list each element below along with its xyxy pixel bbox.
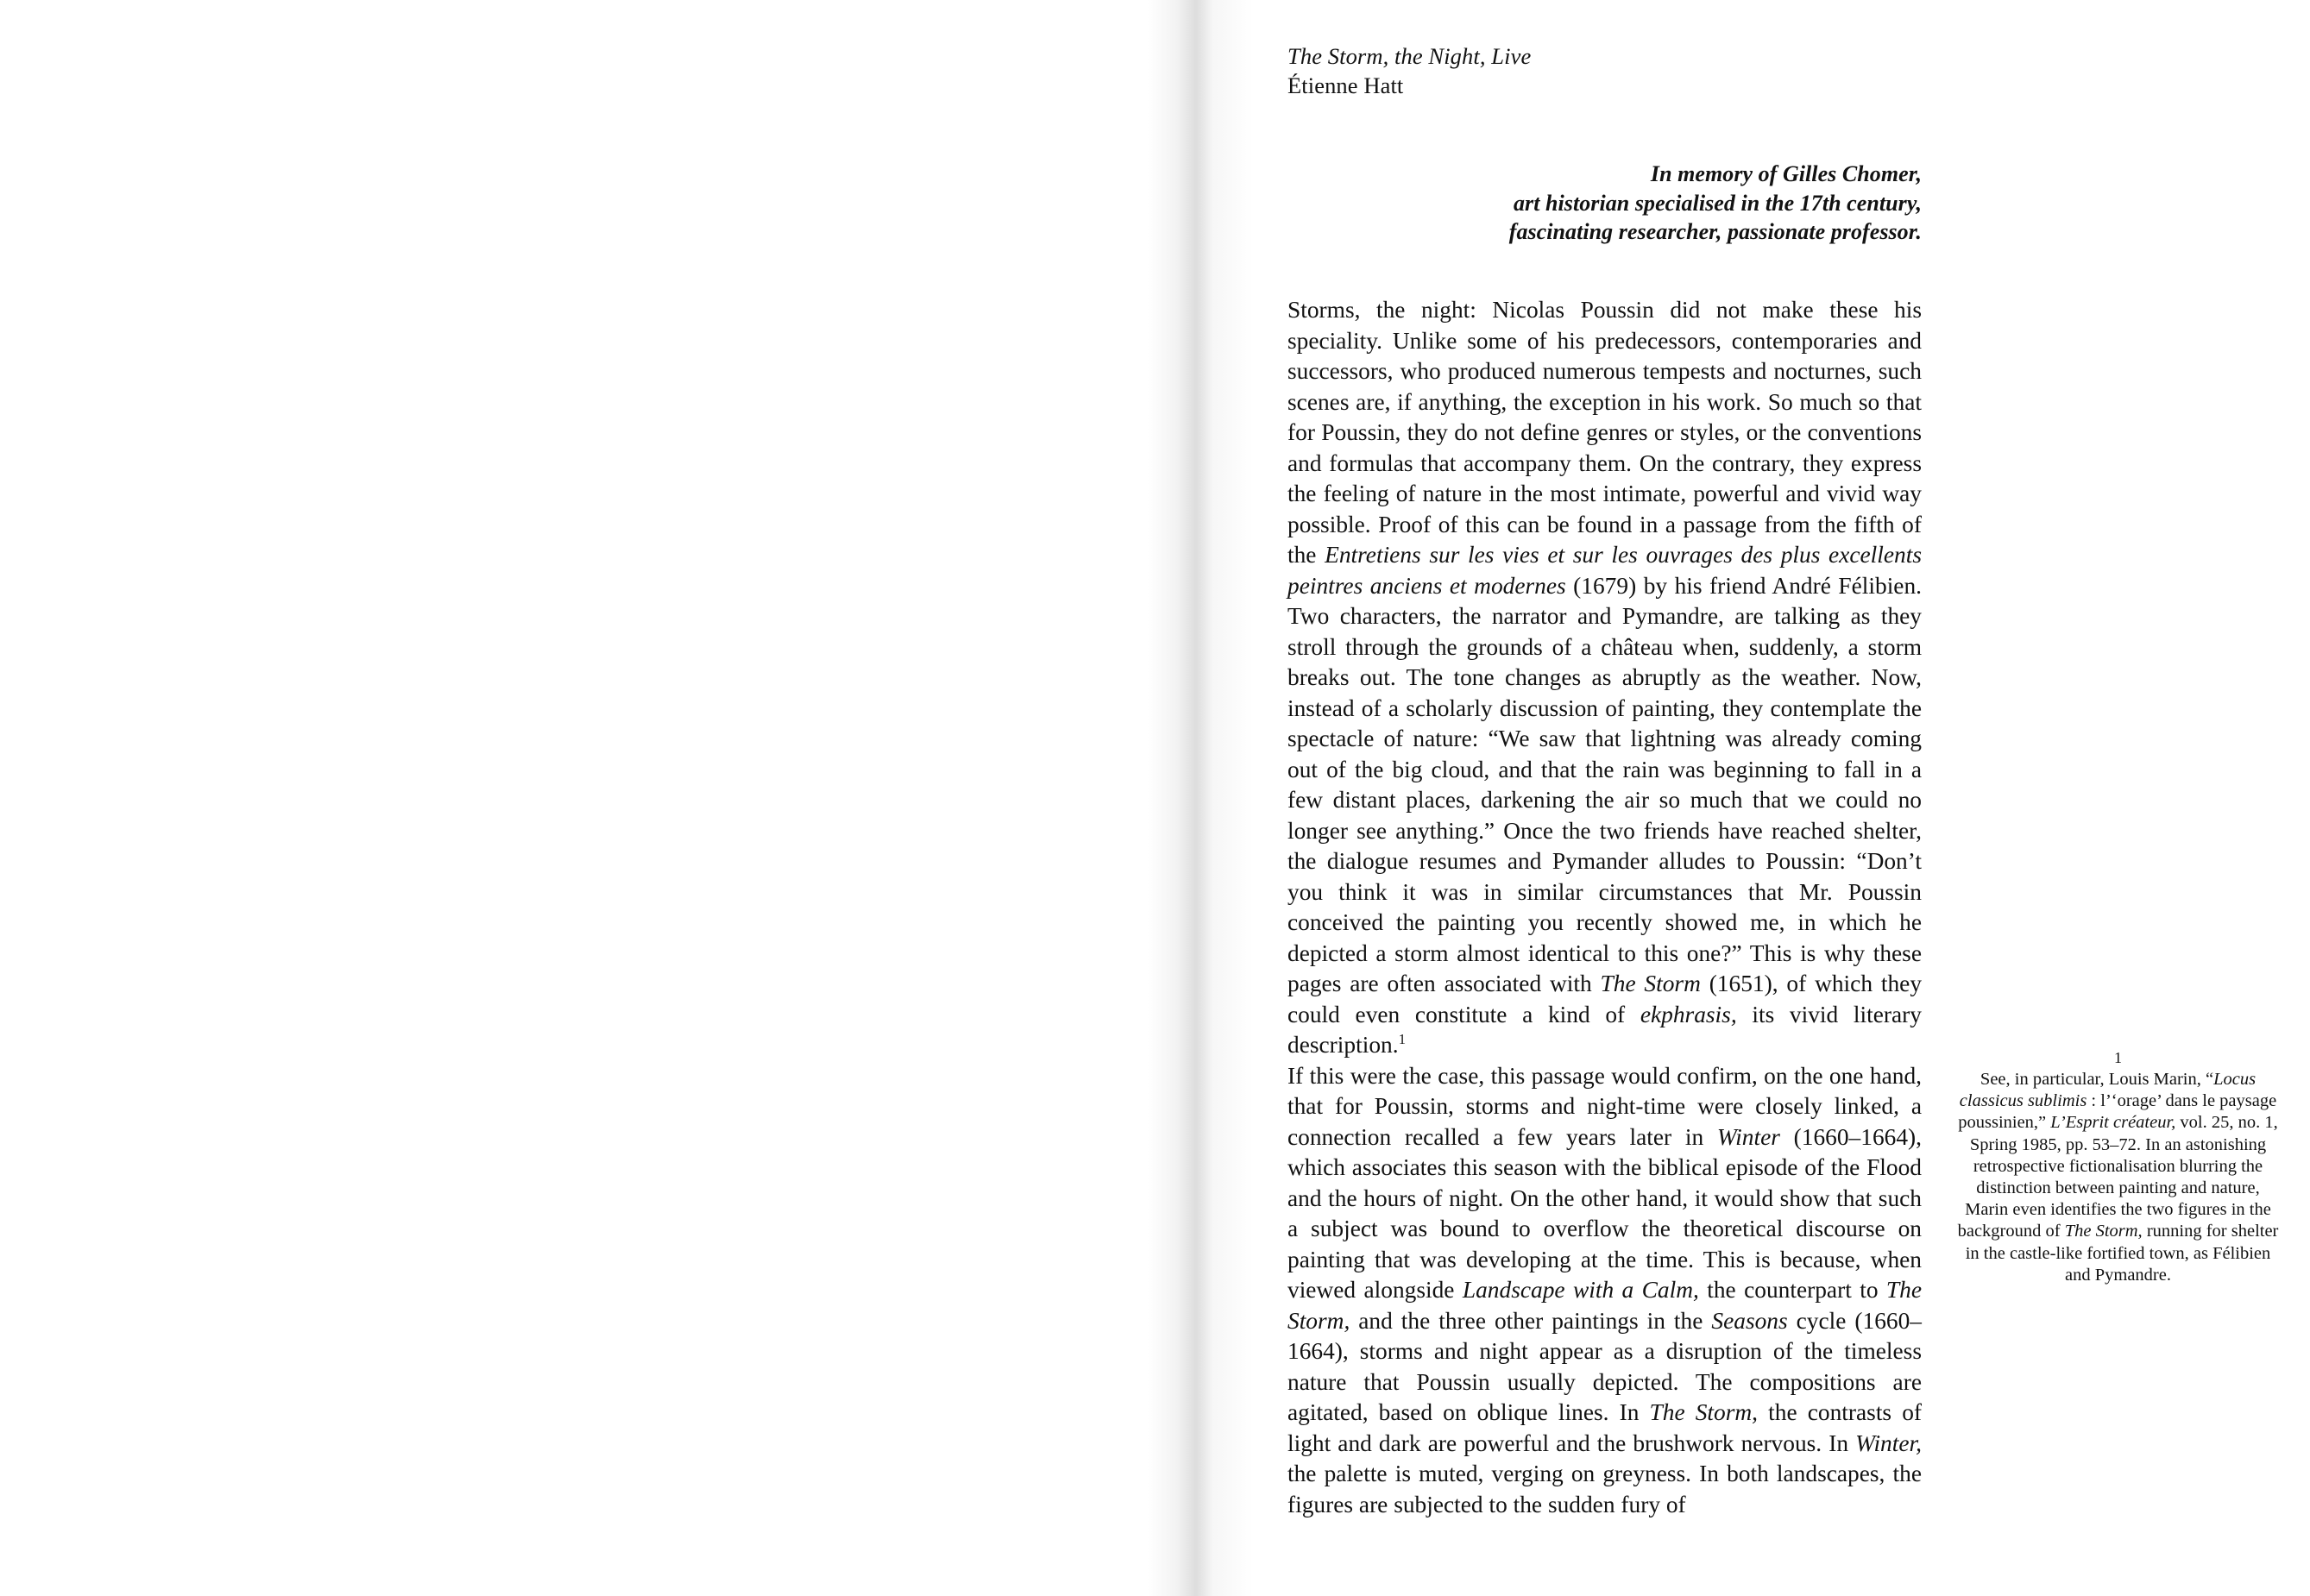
paragraph-1-text-d: its vivid literary description. — [1287, 1001, 1922, 1058]
paragraph-2-text-b: (1660–1664), which associates this season with the biblical episode of the Flood and the hours of night. On the other hand, it would show that such a subject was bound to overflow the theoretical discourse on painting that was developing at the time. This is because, when viewed alongside — [1287, 1123, 1922, 1303]
paragraph-1-text-b: (1679) by his friend André Félibien. Two characters, the narrator and Pymandre, are talking as they stroll through the grounds of a château when, suddenly, a storm breaks out. The tone changes as abruptly as the weather. Now, instead of a scholarly discussion of painting, they contemplate the spectacle of nature: “We saw that lightning was already coming out of the big cloud, and that the rain was beginning to fall in a few distant places, darkening the air so much that we could no longer see anything.” Once the two friends have reached shelter, the dialogue resumes and Pymander alludes to Poussin: “Don’t you think it was in similar circumstances that Mr. Poussin conceived the painting you recently showed me, in which he depicted a storm almost identical to this one?” This is why these pages are often associated with — [1287, 572, 1922, 996]
footnote-title-esprit-createur: L’Esprit créateur, — [2050, 1113, 2176, 1133]
footnote-marker-1[interactable]: 1 — [1398, 1030, 1407, 1047]
paragraph-1-term-ekphrasis: ekphrasis, — [1640, 1001, 1737, 1027]
paragraph-2-text-d: and the three other paintings in the — [1350, 1307, 1712, 1334]
paragraph-1-title-entretiens: Entretiens sur les vies et sur les ouvrages des plus excellents peintres anciens et modernes — [1287, 542, 1922, 599]
dedication-line-1: In memory of Gilles Chomer, — [1650, 161, 1922, 186]
footnote-1 — [1956, 1048, 2280, 1286]
body-paragraph-2 — [1287, 1061, 1922, 1521]
running-head-author: Étienne Hatt — [1287, 72, 1404, 98]
paragraph-1-text-a: Storms, the night: Nicolas Poussin did not make these his speciality. Unlike some of his predecessors, contemporaries and successors, who produced numerous tempests and nocturnes, such scenes are, if anything, the exception in his work. So much so that for Poussin, they do not define genres or styles, or the conventions and formulas that accompany them. On the contrary, they express the feeling of nature in the most intimate, powerful and vivid way possible. Proof of this can be found in a passage from the fifth of the — [1287, 297, 1922, 568]
paragraph-2-text-f: the contrasts of light and dark are powerful and the brushwork nervous. In — [1287, 1399, 1923, 1456]
running-head-title: The Storm, the Night, Live — [1287, 43, 1532, 69]
paragraph-2-title-winter-1: Winter — [1716, 1123, 1780, 1150]
footnote-title-locus-classicus-sublimis: Locus classicus sublimis — [1959, 1070, 2256, 1111]
paragraph-1-text-c: (1651), of which they could even constitute a kind of — [1287, 971, 1923, 1027]
footnote-text-d: running for shelter in the castle-like fortified town, as Félibien and Pymandre. — [1965, 1222, 2279, 1285]
dedication-line-3: fascinating researcher, passionate professor. — [1508, 219, 1922, 244]
paragraph-2-text-e: cycle (1660–1664), storms and night appear as a disruption of the timeless nature that Poussin usually depicted. The compositions are agitated, based on oblique lines. In — [1287, 1307, 1922, 1425]
footnote-text-b: : l’‘orage’ dans le paysage poussinien,” — [1958, 1091, 2277, 1133]
dedication-line-2: art historian specialised in the 17th century, — [1513, 190, 1922, 216]
paragraph-2-title-landscape-with-a-calm: Landscape with a Calm, — [1462, 1277, 1699, 1303]
paragraph-1-title-the-storm: The Storm — [1600, 971, 1701, 996]
footnote-title-the-storm: The Storm, — [2064, 1222, 2143, 1241]
page-recto — [1253, 0, 2310, 1596]
dedication — [1287, 160, 1922, 247]
paragraph-2-title-seasons: Seasons — [1711, 1307, 1788, 1334]
paragraph-2-text-g: the palette is muted, verging on greyness. In both landscapes, the figures are subjected to the sudden fury of — [1287, 1461, 1922, 1517]
body-text-column — [1287, 295, 1922, 1520]
paragraph-2-text-a: If this were the case, this passage would confirm, on the one hand, that for Poussin, storms and night-time were closely linked, a connection recalled a few years later in — [1287, 1062, 1922, 1150]
paragraph-2-text-c: the counterpart to — [1698, 1277, 1886, 1303]
paragraph-2-title-winter-2: Winter, — [1855, 1429, 1922, 1456]
footnote-number: 1 — [2114, 1049, 2122, 1066]
footnote-text-a: See, in particular, Louis Marin, “ — [1980, 1070, 2214, 1089]
footnote-text-c: vol. 25, no. 1, Spring 1985, pp. 53–72. In an astonishing retrospective fictionalisation blurring the distinction between painting and nature, Marin even identifies the two figures in the background of — [1957, 1113, 2278, 1241]
body-paragraph-1 — [1287, 295, 1922, 1061]
paragraph-2-title-the-storm-1: The Storm, — [1287, 1277, 1923, 1334]
running-head — [1287, 41, 1891, 100]
paragraph-2-title-the-storm-2: The Storm, — [1649, 1399, 1759, 1425]
